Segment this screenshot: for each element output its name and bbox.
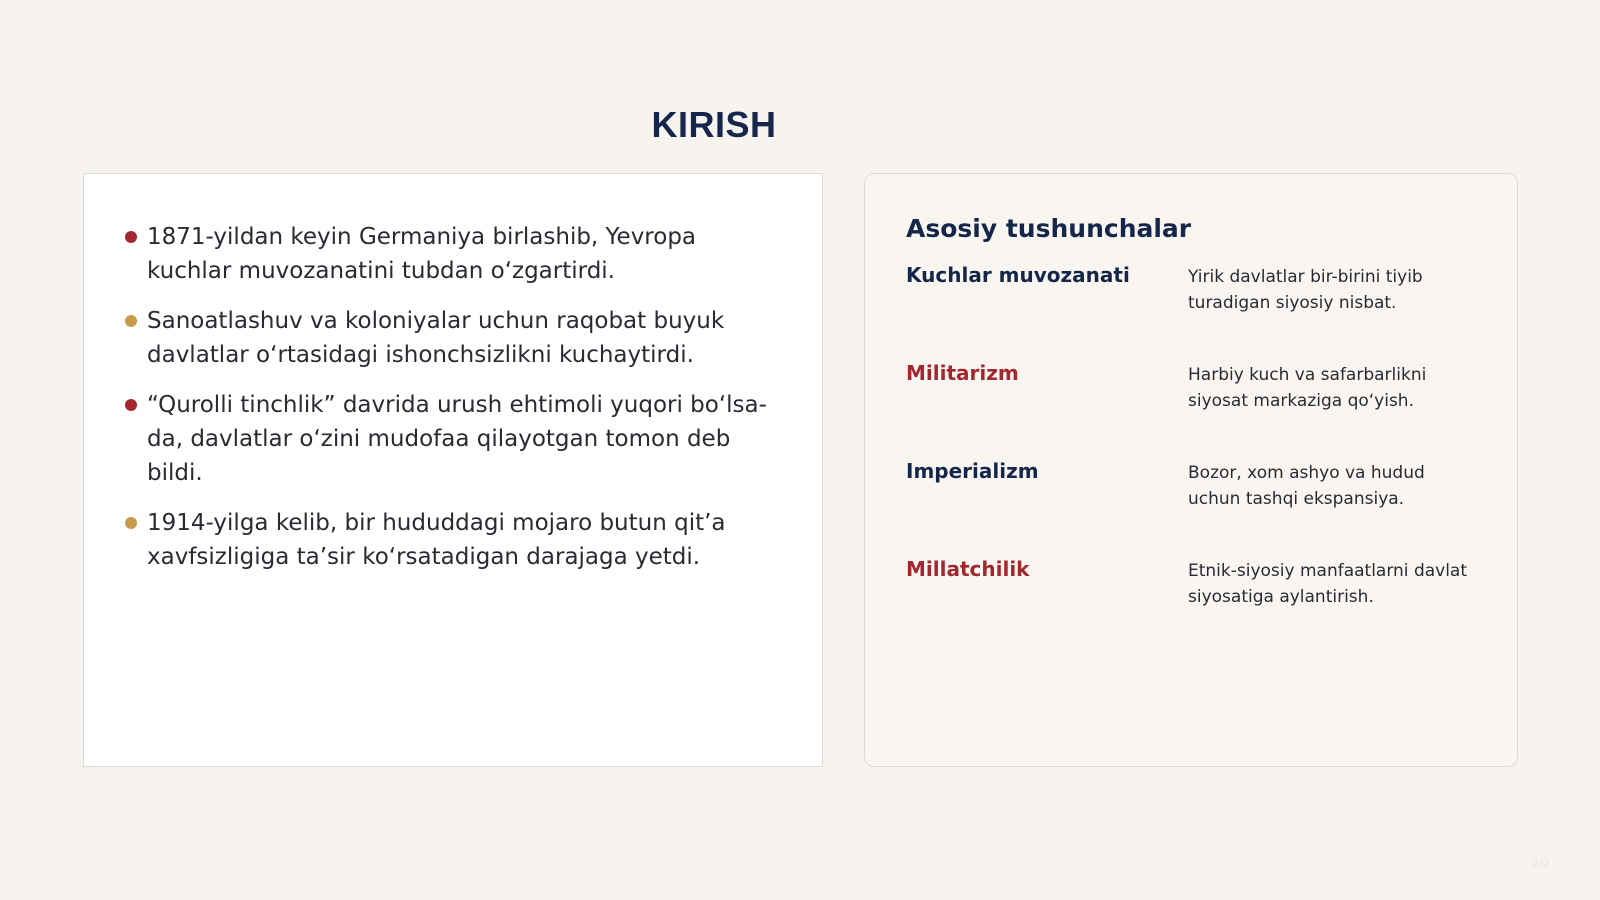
term-definition: Bozor, xom ashyo va hudud uchun tashqi ekspansiya.	[1188, 463, 1425, 509]
term-name: Millatchilik	[906, 557, 1030, 581]
term-definition: Harbiy kuch va safarbarlikni siyosat markaziga qo‘yish.	[1188, 365, 1427, 411]
slide-title: KIRISH	[651, 104, 777, 145]
intro-panel	[83, 173, 823, 767]
term-definition: Yirik davlatlar bir-birini tiyib turadigan siyosiy nisbat.	[1188, 267, 1423, 313]
concepts-panel	[864, 173, 1518, 767]
bullet-dot-icon	[125, 315, 137, 327]
bullet-item	[124, 220, 784, 288]
term-name: Imperializm	[906, 459, 1039, 483]
bullet-item	[124, 304, 784, 372]
bullet-text: 1871-yildan keyin Germaniya birlashib, Yevropa kuchlar muvozanatini tubdan o‘zgartirdi.	[147, 224, 697, 284]
bullet-dot-icon	[125, 517, 137, 529]
bullet-list	[124, 220, 784, 590]
bullet-text: Sanoatlashuv va koloniyalar uchun raqobat buyuk davlatlar o‘rtasidagi ishonchsizlikni kuchaytirdi.	[147, 308, 725, 368]
bullet-item	[124, 388, 784, 490]
bullet-dot-icon	[125, 231, 137, 243]
term-name: Militarizm	[906, 361, 1019, 385]
concepts-heading: Asosiy tushunchalar	[906, 214, 1192, 243]
page-number: 2/2	[1532, 857, 1550, 870]
bullet-text: “Qurolli tinchlik” davrida urush ehtimoli yuqori bo‘lsa-da, davlatlar o‘zini mudofaa qilayotgan tomon deb bildi.	[147, 392, 767, 486]
term-definition: Etnik-siyosiy manfaatlarni davlat siyosatiga aylantirish.	[1188, 561, 1468, 607]
bullet-dot-icon	[125, 399, 137, 411]
bullet-text: 1914-yilga kelib, bir hududdagi mojaro butun qit’a xavfsizligiga ta’sir ko‘rsatadigan darajaga yetdi.	[147, 510, 726, 570]
term-name: Kuchlar muvozanati	[906, 263, 1130, 287]
bullet-item	[124, 506, 784, 574]
